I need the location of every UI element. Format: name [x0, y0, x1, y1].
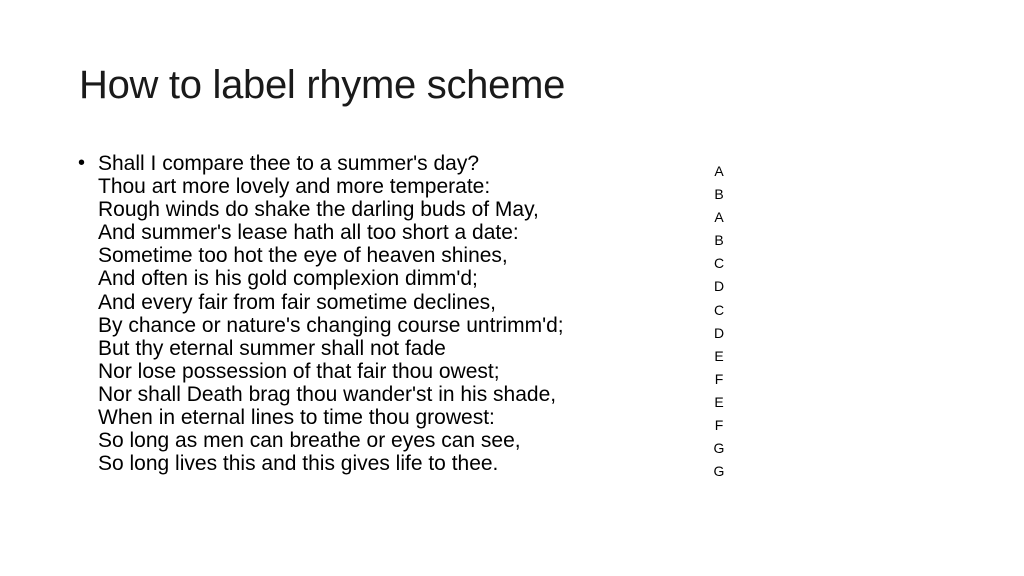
rhyme-label: F — [714, 370, 724, 387]
poem-line: When in eternal lines to time thou growest: — [98, 406, 495, 430]
poem-line: So long lives this and this gives life to thee. — [98, 452, 499, 476]
poem-line: So long as men can breathe or eyes can see, — [98, 429, 521, 453]
rhyme-label: C — [713, 255, 725, 272]
poem-lines — [98, 152, 564, 475]
poem-line: Nor shall Death brag thou wander'st in his shade, — [98, 382, 557, 406]
rhyme-label: E — [714, 393, 724, 410]
rhyme-label: G — [713, 463, 725, 480]
poem-line: Nor lose possession of that fair thou owest; — [98, 359, 500, 383]
rhyme-label: F — [714, 417, 724, 434]
rhyme-label: D — [713, 278, 725, 295]
poem-line: And summer's lease hath all too short a date: — [98, 221, 519, 245]
rhyme-label: B — [714, 186, 724, 203]
rhyme-label: G — [713, 440, 725, 457]
poem-line: By chance or nature's changing course untrimm'd; — [98, 313, 564, 337]
poem-line: Shall I compare thee to a summer's day? — [98, 152, 480, 175]
poem-line: Rough winds do shake the darling buds of May, — [98, 198, 539, 222]
poem-line: Sometime too hot the eye of heaven shines, — [98, 244, 508, 268]
poem-line: And every fair from fair sometime declines, — [98, 290, 496, 314]
rhyme-label: C — [713, 301, 725, 318]
poem-line: Thou art more lovely and more temperate: — [98, 175, 491, 199]
rhyme-label: A — [714, 163, 724, 179]
poem-line: But thy eternal summer shall not fade — [98, 336, 446, 360]
rhyme-label: B — [714, 232, 724, 249]
poem-line: And often is his gold complexion dimm'd; — [98, 267, 478, 291]
rhyme-label: A — [714, 209, 724, 226]
slide-title: How to label rhyme scheme — [79, 63, 566, 107]
rhyme-label: E — [714, 347, 724, 364]
rhyme-label: D — [713, 324, 725, 341]
rhyme-scheme-labels — [709, 160, 729, 483]
bullet-point-icon: • — [78, 152, 86, 174]
